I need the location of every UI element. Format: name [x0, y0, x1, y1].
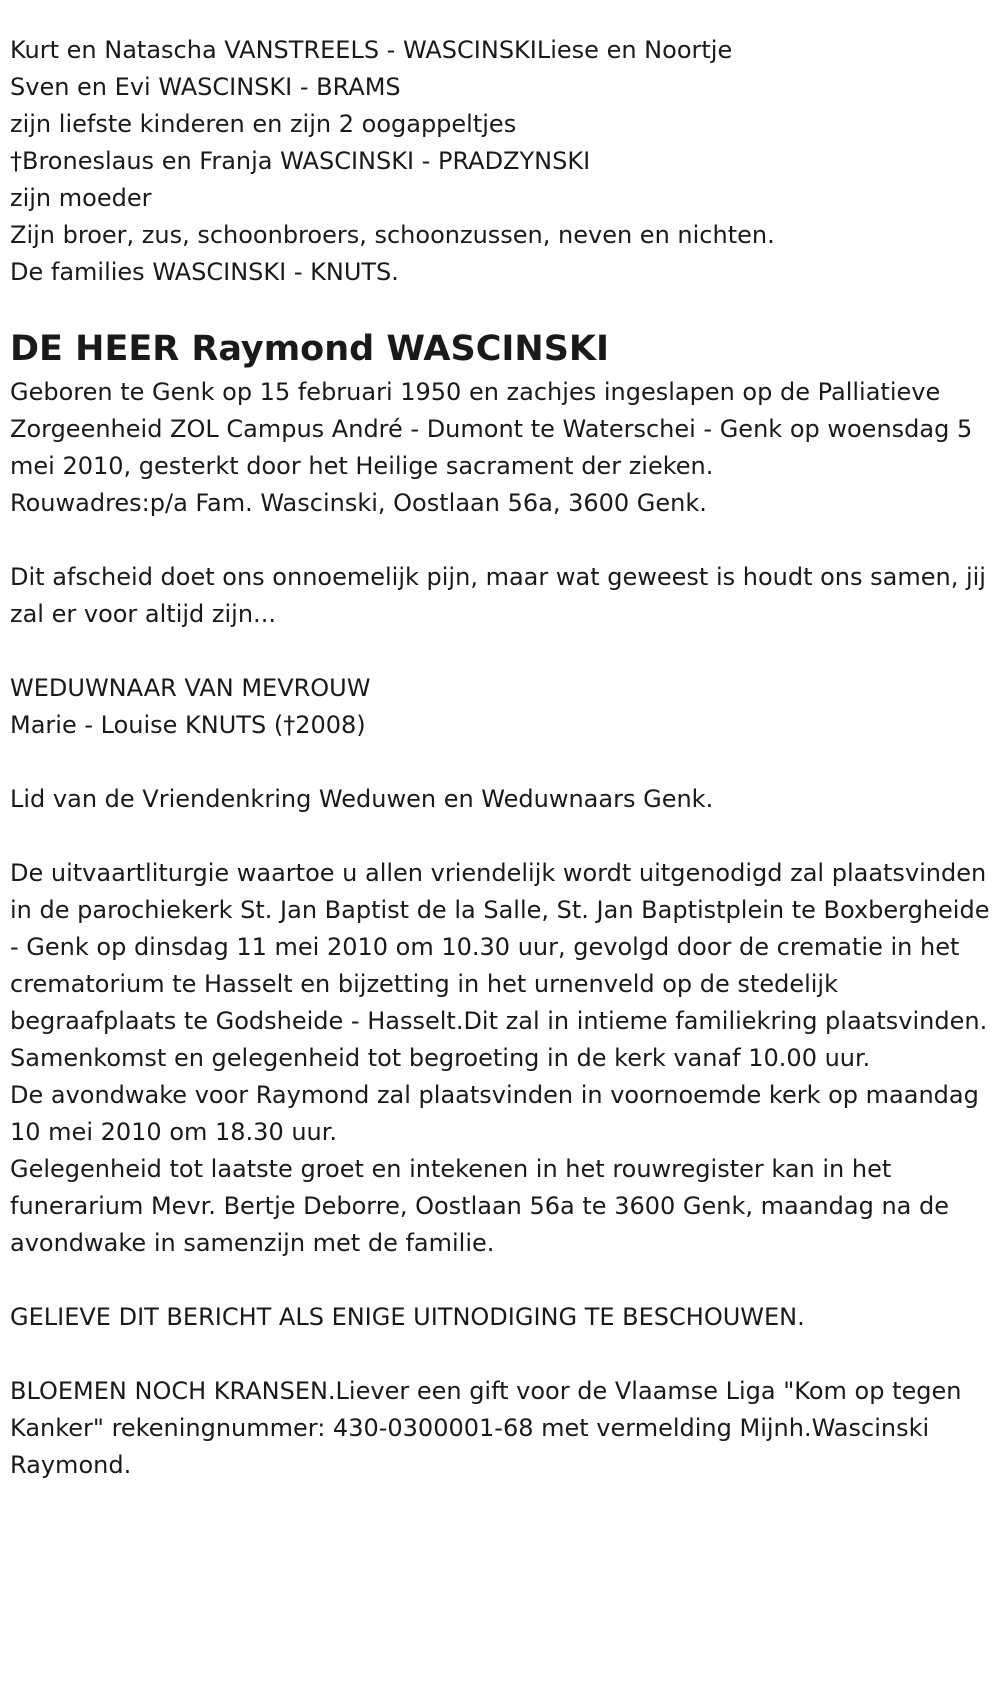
family-line: Kurt en Natascha VANSTREELS - WASCINSKILiese en Noortje	[10, 36, 733, 64]
deceased-title: DE HEER Raymond WASCINSKI	[10, 329, 610, 369]
widower-spouse: Marie - Louise KNUTS (†2008)	[10, 711, 366, 739]
family-line: Zijn broer, zus, schoonbroers, schoonzussen, neven en nichten.	[10, 221, 775, 249]
funeral-liturgy: De uitvaartliturgie waartoe u allen vriendelijk wordt uitgenodigd zal plaatsvinden in de parochiekerk St. Jan Baptist de la Salle, St. Jan Baptistplein te Boxbergheide - Genk op dinsdag 11 mei 2010 om 10.30 uur, gevolgd door de crematie in het crematorium te Hasselt en bijzetting in het urnenveld op de stedelijk begraafplaats te Godsheide - Hasselt.Dit zal in intieme familiekring plaatsvinden.	[10, 859, 990, 1035]
funeral-details	[10, 855, 990, 1262]
birth-text: Geboren te Genk op 15 februari 1950 en zachjes ingeslapen op de Palliatieve Zorgeenheid ZOL Campus André - Dumont te Waterschei - Genk op woensdag 5 mei 2010, gesterkt door het Heilige sacrament der zieken.	[10, 378, 973, 480]
vigil-text: De avondwake voor Raymond zal plaatsvinden in voornoemde kerk op maandag 10 mei 2010 om 18.30 uur.	[10, 1081, 979, 1146]
family-line: zijn moeder	[10, 184, 152, 212]
last-greeting-text: Gelegenheid tot laatste groet en intekenen in het rouwregister kan in het funerarium Mevr. Bertje Deborre, Oostlaan 56a te 3600 Genk, maandag na de avondwake in samenzijn met de familie.	[10, 1155, 949, 1257]
membership-text: Lid van de Vriendenkring Weduwen en Weduwnaars Genk.	[10, 785, 714, 813]
gathering-text: Samenkomst en gelegenheid tot begroeting in de kerk vanaf 10.00 uur.	[10, 1044, 871, 1072]
family-line: †Broneslaus en Franja WASCINSKI - PRADZYNSKI	[10, 147, 591, 175]
widower-label: WEDUWNAAR VAN MEVROUW	[10, 674, 371, 702]
mourning-address: Rouwadres:p/a Fam. Wascinski, Oostlaan 56a, 3600 Genk.	[10, 489, 707, 517]
family-line: Sven en Evi WASCINSKI - BRAMS	[10, 73, 401, 101]
family-list	[10, 32, 990, 291]
farewell-text: Dit afscheid doet ons onnoemelijk pijn, maar wat geweest is houdt ons samen, jij zal er voor altijd zijn...	[10, 563, 986, 628]
family-line: zijn liefste kinderen en zijn 2 oogappeltjes	[10, 110, 517, 138]
widower-block	[10, 670, 990, 744]
flowers-notice: BLOEMEN NOCH KRANSEN.Liever een gift voor de Vlaamse Liga "Kom op tegen Kanker" rekeningnummer: 430-0300001-68 met vermelding Mijnh.Wascinski Raymond.	[10, 1377, 962, 1479]
family-line: De families WASCINSKI - KNUTS.	[10, 258, 399, 286]
invitation-notice: GELIEVE DIT BERICHT ALS ENIGE UITNODIGING TE BESCHOUWEN.	[10, 1303, 805, 1331]
